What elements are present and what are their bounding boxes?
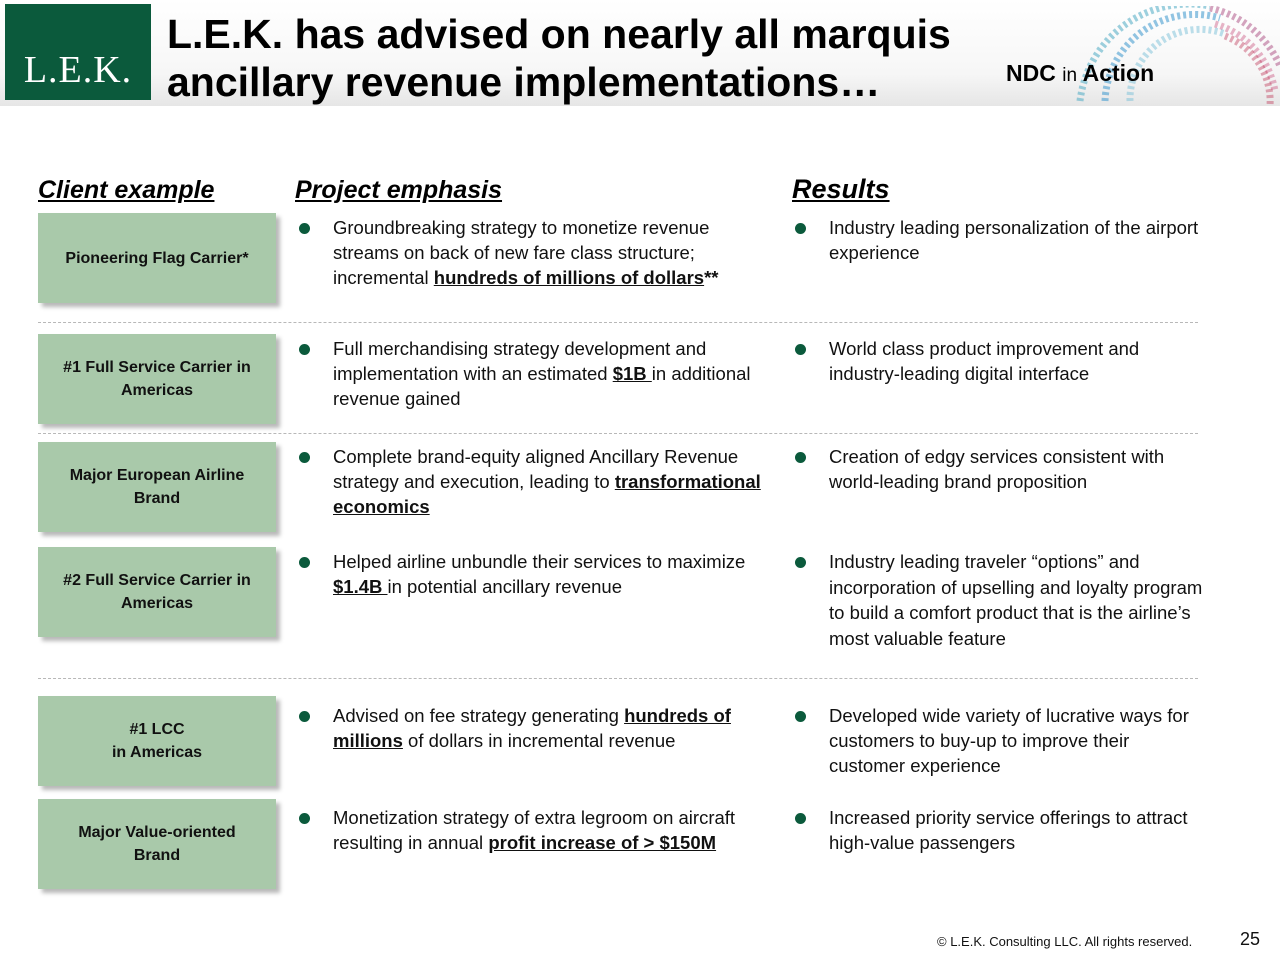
bullet-dot bbox=[299, 223, 310, 234]
project-text: Complete brand-equity aligned Ancillary Revenue strategy and execution, leading to bbox=[333, 446, 739, 492]
project-text-end: in potential ancillary revenue bbox=[387, 576, 622, 597]
result-text: Creation of edgy services consistent with world-leading brand proposition bbox=[829, 446, 1165, 492]
ndc-word: NDC bbox=[1006, 60, 1056, 86]
project-highlight: $1B bbox=[612, 363, 652, 384]
project-highlight: transformational economics bbox=[333, 471, 761, 517]
result-bullet-6 bbox=[829, 805, 1209, 855]
result-text: Industry leading personalization of the airport experience bbox=[829, 217, 1199, 263]
client-label: Pioneering Flag Carrier* bbox=[65, 249, 249, 267]
column-header-project: Project emphasis bbox=[295, 176, 503, 204]
project-text: Monetization strategy of extra legroom on aircraft resulting in annual bbox=[333, 807, 736, 853]
lek-logo bbox=[5, 4, 151, 100]
column-header-results: Results bbox=[792, 174, 890, 204]
project-text-end: ** bbox=[704, 267, 719, 288]
column-header-client: Client example bbox=[38, 176, 215, 204]
result-text: Industry leading traveler “options” and incorporation of upselling and loyalty program to build a comfort product that is the airline’s most valuable feature bbox=[829, 551, 1203, 649]
bullet-dot bbox=[795, 813, 806, 824]
project-bullet-1 bbox=[333, 215, 773, 290]
result-bullet-5 bbox=[829, 703, 1209, 778]
title-line-2: ancillary revenue implementations… bbox=[167, 59, 881, 105]
result-bullet-3 bbox=[829, 444, 1209, 494]
result-text: Increased priority service offerings to attract high-value passengers bbox=[829, 807, 1188, 853]
copyright-notice: © L.E.K. Consulting LLC. All rights reserved. bbox=[937, 934, 1193, 949]
bullet-dot bbox=[299, 557, 310, 568]
ndc-in-word: in bbox=[1062, 65, 1078, 86]
project-text-end: of dollars in incremental revenue bbox=[402, 730, 676, 751]
project-text-end: in additional revenue gained bbox=[333, 363, 751, 409]
logo-text: L.E.K. bbox=[23, 49, 133, 91]
result-text: Developed wide variety of lucrative ways for customers to buy-up to improve their customer experience bbox=[829, 705, 1189, 776]
ndc-action-word: Action bbox=[1082, 60, 1155, 86]
project-highlight: profit increase of > $150M bbox=[488, 832, 717, 853]
bullet-dot bbox=[795, 452, 806, 463]
project-text: Groundbreaking strategy to monetize revenue streams on back of new fare class structure; incremental bbox=[333, 217, 710, 288]
client-box-5 bbox=[38, 696, 276, 786]
bullet-dot bbox=[299, 344, 310, 355]
client-label: Major Value-oriented Brand bbox=[78, 824, 236, 864]
client-box-3 bbox=[38, 442, 276, 532]
project-text: Full merchandising strategy development and implementation with an estimated bbox=[333, 338, 707, 384]
title-line-1: L.E.K. has advised on nearly all marquis bbox=[167, 11, 951, 57]
client-label: #1 Full Service Carrier in Americas bbox=[63, 359, 251, 399]
slide-header bbox=[0, 0, 1280, 106]
slide-title bbox=[167, 10, 1007, 106]
ndc-in-action-label bbox=[1006, 60, 1154, 87]
project-highlight: hundreds of millions of dollars bbox=[433, 267, 705, 288]
client-box-4 bbox=[38, 547, 276, 637]
bullet-dot bbox=[299, 813, 310, 824]
project-bullet-2 bbox=[333, 336, 773, 411]
client-box-2 bbox=[38, 334, 276, 424]
project-bullet-3 bbox=[333, 444, 773, 519]
row-divider bbox=[38, 678, 1198, 679]
bullet-dot bbox=[795, 711, 806, 722]
row-divider bbox=[38, 322, 1198, 323]
client-label: Major European Airline Brand bbox=[69, 467, 245, 507]
project-bullet-4 bbox=[333, 549, 773, 599]
client-label: #1 LCC in Americas bbox=[111, 721, 203, 761]
result-bullet-1 bbox=[829, 215, 1209, 265]
ndc-arc-graphic bbox=[1060, 6, 1280, 106]
result-text: World class product improvement and industry-leading digital interface bbox=[829, 338, 1140, 384]
project-text: Helped airline unbundle their services to maximize bbox=[333, 551, 746, 572]
bullet-dot bbox=[299, 452, 310, 463]
client-box-6 bbox=[38, 799, 276, 889]
bullet-dot bbox=[795, 344, 806, 355]
result-bullet-2 bbox=[829, 336, 1209, 386]
page-number: 25 bbox=[1240, 929, 1261, 949]
client-box-1 bbox=[38, 213, 276, 303]
bullet-dot bbox=[795, 223, 806, 234]
bullet-dot bbox=[299, 711, 310, 722]
bullet-dot bbox=[795, 557, 806, 568]
client-label: #2 Full Service Carrier in Americas bbox=[63, 572, 251, 612]
project-bullet-6 bbox=[333, 805, 773, 855]
project-bullet-5 bbox=[333, 703, 773, 753]
project-highlight: hundreds of millions bbox=[333, 705, 731, 751]
project-text: Advised on fee strategy generating bbox=[333, 705, 625, 726]
project-highlight: $1.4B bbox=[333, 576, 388, 597]
row-divider bbox=[38, 433, 1198, 434]
result-bullet-4 bbox=[829, 549, 1209, 651]
